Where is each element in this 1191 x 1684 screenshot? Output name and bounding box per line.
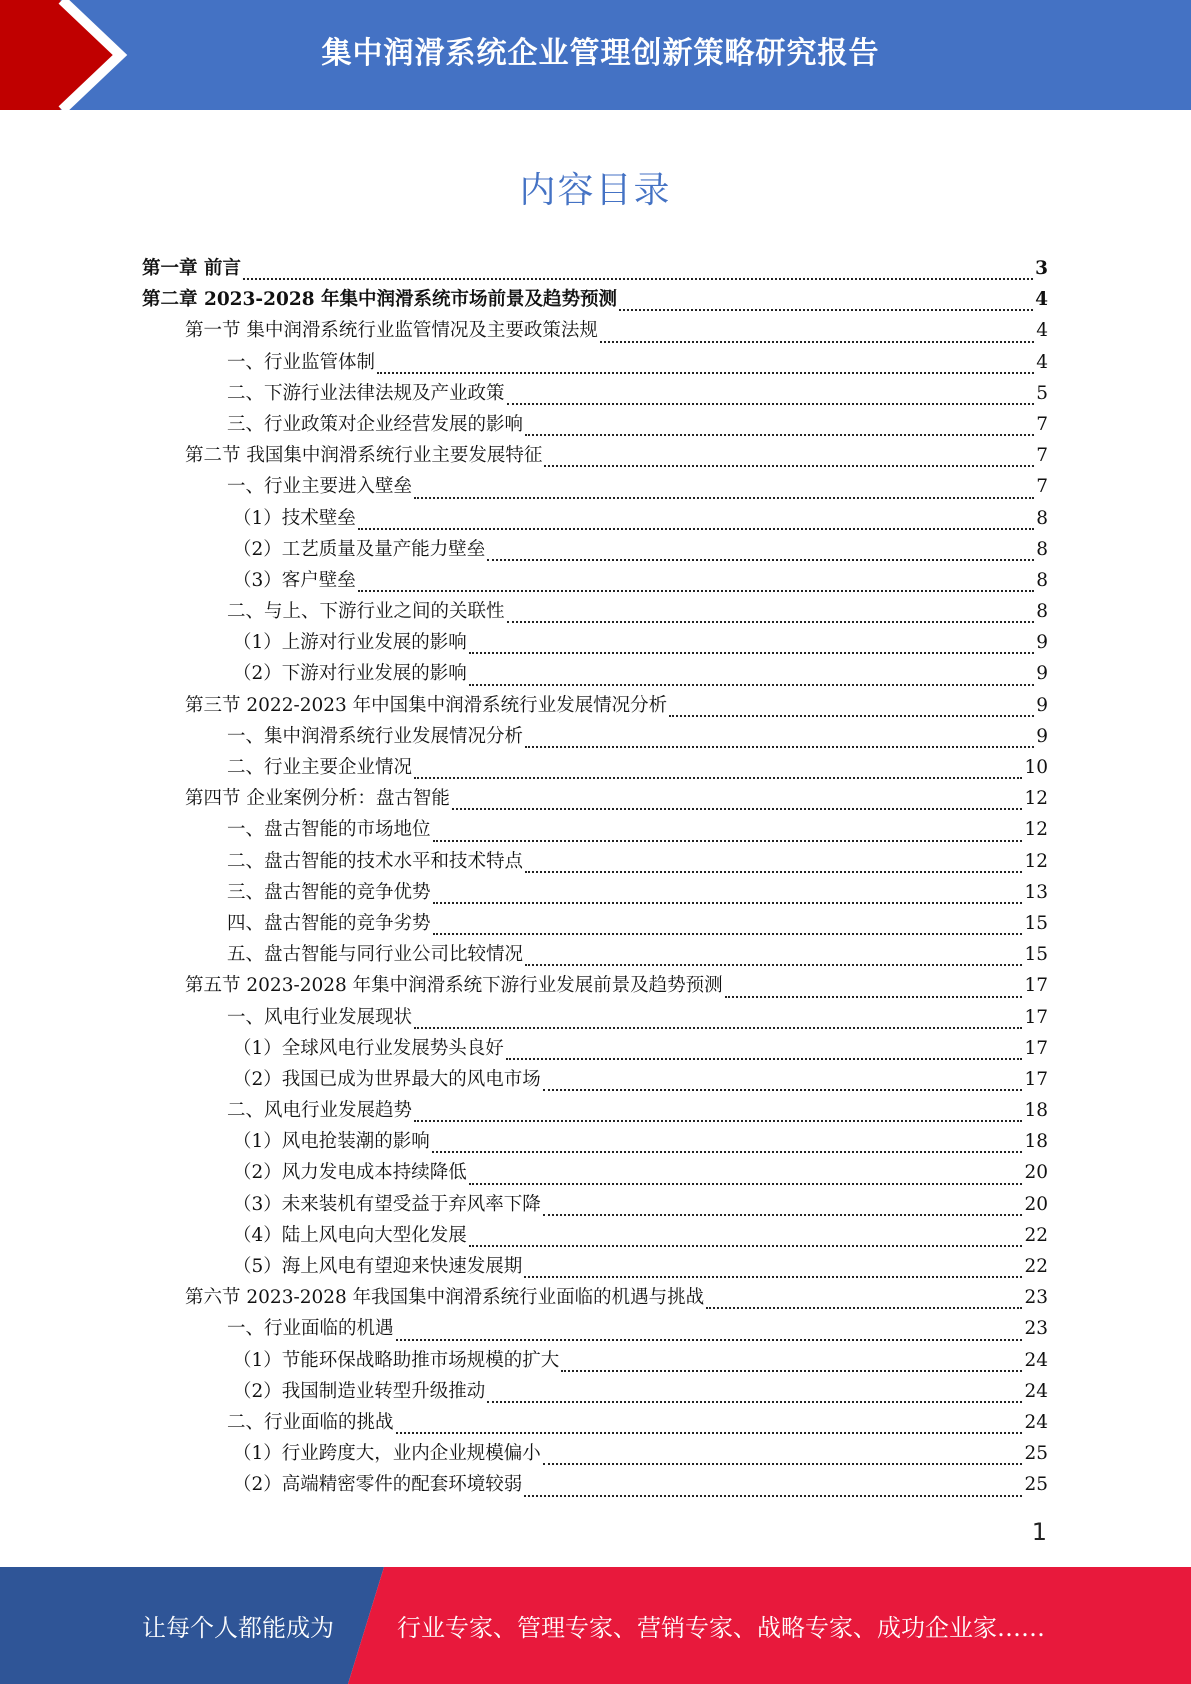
toc-entry-page: 18 — [1024, 1100, 1048, 1122]
toc-entry-label: 三、盘古智能的竞争优势 — [227, 881, 431, 903]
toc-entry-label: 四、盘古智能的竞争劣势 — [227, 912, 431, 934]
toc-entry[interactable] — [142, 472, 1048, 503]
toc-entry-page: 7 — [1036, 445, 1048, 467]
toc-leader-dots — [525, 746, 1034, 748]
toc-entry-label: （3）未来装机有望受益于弃风率下降 — [233, 1193, 541, 1215]
toc-entry[interactable] — [142, 379, 1048, 410]
toc-entry-label: 第一章 前言 — [142, 258, 241, 279]
toc-entry[interactable] — [142, 1283, 1048, 1314]
toc-entry-label: （2）风力发电成本持续降低 — [233, 1162, 467, 1184]
toc-entry-label: （1）技术壁垒 — [233, 507, 356, 529]
page-number: 1 — [1031, 1518, 1047, 1546]
toc-entry-page: 23 — [1024, 1318, 1048, 1340]
toc-entry[interactable] — [142, 815, 1048, 846]
toc-entry-page: 20 — [1024, 1193, 1048, 1215]
toc-leader-dots — [433, 933, 1023, 935]
toc-entry[interactable] — [142, 566, 1048, 597]
toc-entry-page: 20 — [1024, 1162, 1048, 1184]
toc-entry-page: 9 — [1036, 725, 1048, 747]
toc-leader-dots — [543, 1089, 1023, 1091]
toc-entry[interactable] — [142, 410, 1048, 441]
toc-entry-label: （2）我国已成为世界最大的风电市场 — [233, 1068, 541, 1090]
toc-entry-page: 24 — [1024, 1380, 1048, 1402]
toc-entry[interactable] — [142, 628, 1048, 659]
toc-entry-page: 9 — [1036, 632, 1048, 654]
toc-entry[interactable] — [142, 316, 1048, 347]
footer-band — [0, 1567, 1191, 1684]
toc-entry-page: 8 — [1036, 507, 1048, 529]
toc-entry-label: （1）风电抢装潮的影响 — [233, 1131, 430, 1153]
toc-entry-label: （2）我国制造业转型升级推动 — [233, 1380, 486, 1402]
toc-leader-dots — [507, 403, 1035, 405]
toc-entry-page: 22 — [1024, 1256, 1048, 1277]
toc-entry[interactable] — [142, 348, 1048, 379]
toc-entry-page: 4 — [1036, 320, 1048, 342]
toc-leader-dots — [600, 341, 1034, 343]
footer-slogan-right: 行业专家、管理专家、营销专家、战略专家、成功企业家…… — [397, 1614, 1045, 1642]
toc-entry-label: 第三节 2022-2023 年中国集中润滑系统行业发展情况分析 — [185, 694, 668, 716]
toc-leader-dots — [544, 465, 1034, 467]
toc-leader-dots — [507, 621, 1035, 623]
toc-entry[interactable] — [142, 847, 1048, 878]
toc-entry-label: 二、下游行业法律法规及产业政策 — [227, 382, 505, 404]
toc-entry-label: 一、盘古智能的市场地位 — [227, 819, 431, 841]
toc-entry-page: 18 — [1024, 1131, 1048, 1153]
toc-entry-page: 5 — [1036, 382, 1048, 404]
toc-entry[interactable] — [142, 784, 1048, 815]
toc-entry-page: 9 — [1036, 694, 1048, 716]
toc-entry-page: 8 — [1036, 538, 1048, 560]
toc-entry[interactable] — [142, 1470, 1048, 1501]
toc-entry-page: 4 — [1035, 289, 1048, 311]
toc-entry-page: 17 — [1024, 1068, 1048, 1090]
toc-entry-label: 二、行业主要企业情况 — [227, 757, 413, 778]
toc-entry-label: 二、盘古智能的技术水平和技术特点 — [227, 850, 524, 872]
toc-entry-page: 17 — [1024, 1006, 1048, 1028]
toc-entry[interactable] — [142, 878, 1048, 909]
toc-entry-page: 4 — [1036, 351, 1048, 373]
toc-leader-dots — [469, 1183, 1023, 1185]
toc-entry-label: （2）高端精密零件的配套环境较弱 — [233, 1474, 523, 1496]
toc-entry-page: 13 — [1024, 881, 1048, 903]
toc-entry[interactable] — [142, 1408, 1048, 1439]
toc-entry[interactable] — [142, 1003, 1048, 1034]
toc-leader-dots — [414, 1120, 1022, 1122]
toc-entry-label: 一、行业面临的机遇 — [227, 1318, 394, 1340]
toc-entry[interactable] — [142, 535, 1048, 566]
toc-entry-label: 一、集中润滑系统行业发展情况分析 — [227, 725, 524, 747]
toc-entry[interactable] — [142, 753, 1048, 784]
toc-entry[interactable] — [142, 659, 1048, 690]
toc-entry[interactable] — [142, 909, 1048, 940]
toc-leader-dots — [543, 1214, 1023, 1216]
toc-entry[interactable] — [142, 1346, 1048, 1377]
toc-entry-label: 三、行业政策对企业经营发展的影响 — [227, 413, 524, 435]
toc-entry-label: 五、盘古智能与同行业公司比较情况 — [227, 944, 524, 966]
toc-entry-page: 25 — [1024, 1474, 1048, 1496]
toc-entry-page: 8 — [1036, 569, 1048, 591]
toc-entry-label: 二、风电行业发展趋势 — [227, 1100, 413, 1122]
toc-entry-page: 12 — [1024, 850, 1048, 872]
toc-entry-page: 10 — [1024, 757, 1048, 778]
toc-leader-dots — [487, 559, 1034, 561]
table-of-contents — [142, 254, 1048, 1502]
toc-leader-dots — [469, 684, 1034, 686]
toc-entry-label: 二、与上、下游行业之间的关联性 — [227, 601, 505, 623]
toc-leader-dots — [433, 902, 1023, 904]
toc-entry-page: 8 — [1036, 601, 1048, 623]
toc-entry[interactable] — [142, 1221, 1048, 1252]
toc-entry-label: 一、风电行业发展现状 — [227, 1006, 413, 1028]
toc-leader-dots — [524, 1276, 1022, 1278]
toc-entry[interactable] — [142, 441, 1048, 472]
toc-entry[interactable] — [142, 1439, 1048, 1470]
toc-leader-dots — [358, 528, 1034, 530]
toc-entry[interactable] — [142, 1034, 1048, 1065]
toc-entry-page: 24 — [1024, 1349, 1048, 1371]
toc-entry-page: 15 — [1024, 912, 1048, 934]
toc-leader-dots — [396, 1432, 1023, 1434]
toc-entry-page: 15 — [1024, 944, 1048, 966]
toc-entry-page: 24 — [1024, 1411, 1048, 1433]
toc-entry[interactable] — [142, 1377, 1048, 1408]
toc-leader-dots — [358, 590, 1034, 592]
toc-leader-dots — [706, 1307, 1022, 1309]
toc-leader-dots — [469, 652, 1034, 654]
toc-entry-page: 17 — [1024, 975, 1048, 997]
footer-slogan-left: 让每个人都能成为 — [142, 1614, 334, 1642]
toc-entry-label: （2）工艺质量及量产能力壁垒 — [233, 538, 486, 560]
toc-entry-label: 第二节 我国集中润滑系统行业主要发展特征 — [185, 445, 543, 467]
toc-entry-label: 第五节 2023-2028 年集中润滑系统下游行业发展前景及趋势预测 — [185, 975, 723, 997]
toc-entry-page: 23 — [1024, 1287, 1048, 1309]
toc-entry[interactable] — [142, 254, 1048, 285]
toc-entry[interactable] — [142, 1190, 1048, 1221]
toc-entry-page: 12 — [1024, 819, 1048, 841]
toc-leader-dots — [433, 840, 1023, 842]
toc-leader-dots — [414, 777, 1022, 779]
toc-leader-dots — [561, 1370, 1022, 1372]
toc-entry[interactable] — [142, 940, 1048, 971]
toc-leader-dots — [396, 1339, 1023, 1341]
toc-entry-label: （4）陆上风电向大型化发展 — [233, 1224, 467, 1246]
toc-entry-label: 一、行业主要进入壁垒 — [227, 476, 413, 498]
toc-entry[interactable] — [142, 504, 1048, 535]
toc-entry-page: 9 — [1036, 663, 1048, 685]
toc-entry[interactable] — [142, 1065, 1048, 1096]
toc-leader-dots — [543, 1463, 1023, 1465]
toc-entry[interactable] — [142, 1127, 1048, 1158]
toc-entry-label: 一、行业监管体制 — [227, 351, 376, 373]
toc-entry[interactable] — [142, 1252, 1048, 1283]
toc-entry[interactable] — [142, 971, 1048, 1002]
toc-entry-label: 第一节 集中润滑系统行业监管情况及主要政策法规 — [185, 320, 598, 342]
toc-entry-label: 第四节 企业案例分析：盘古智能 — [185, 788, 450, 810]
toc-entry-label: （1）节能环保战略助推市场规模的扩大 — [233, 1349, 560, 1371]
toc-entry-label: （2）下游对行业发展的影响 — [233, 663, 467, 685]
toc-entry-label: 第二章 2023-2028 年集中润滑系统市场前景及趋势预测 — [142, 289, 618, 311]
toc-entry[interactable] — [142, 722, 1048, 753]
toc-entry-page: 7 — [1036, 413, 1048, 435]
toc-leader-dots — [506, 1058, 1023, 1060]
toc-entry[interactable] — [142, 1096, 1048, 1127]
toc-entry[interactable] — [142, 1314, 1048, 1345]
toc-leader-dots — [432, 1151, 1023, 1153]
report-title: 集中润滑系统企业管理创新策略研究报告 — [321, 36, 880, 71]
toc-entry-page: 12 — [1024, 788, 1048, 810]
toc-entry-label: （1）上游对行业发展的影响 — [233, 632, 467, 654]
toc-leader-dots — [487, 1401, 1022, 1403]
toc-leader-dots — [414, 1027, 1022, 1029]
toc-entry-label: 第六节 2023-2028 年我国集中润滑系统行业面临的机遇与挑战 — [185, 1287, 705, 1309]
toc-title: 内容目录 — [519, 170, 672, 211]
toc-entry-page: 7 — [1036, 476, 1048, 498]
toc-entry-page: 17 — [1024, 1037, 1048, 1059]
toc-entry[interactable] — [142, 597, 1048, 628]
toc-leader-dots — [669, 715, 1034, 717]
toc-entry-page: 22 — [1024, 1224, 1048, 1246]
toc-leader-dots — [452, 808, 1023, 810]
toc-leader-dots — [524, 1495, 1022, 1497]
toc-entry-label: （1）全球风电行业发展势头良好 — [233, 1037, 504, 1059]
toc-entry-page: 3 — [1035, 258, 1048, 279]
toc-leader-dots — [414, 497, 1034, 499]
header-band — [0, 0, 1191, 110]
toc-leader-dots — [243, 278, 1033, 280]
toc-entry-label: （3）客户壁垒 — [233, 569, 356, 591]
toc-entry-page: 25 — [1024, 1443, 1048, 1465]
toc-leader-dots — [725, 996, 1023, 998]
toc-leader-dots — [525, 434, 1034, 436]
toc-leader-dots — [377, 372, 1034, 374]
toc-entry[interactable] — [142, 1158, 1048, 1189]
toc-leader-dots — [469, 1245, 1023, 1247]
toc-entry-label: 二、行业面临的挑战 — [227, 1411, 394, 1433]
toc-leader-dots — [619, 309, 1033, 311]
toc-leader-dots — [525, 871, 1022, 873]
toc-entry[interactable] — [142, 691, 1048, 722]
toc-leader-dots — [525, 964, 1022, 966]
toc-entry-label: （1）行业跨度大，业内企业规模偏小 — [233, 1443, 541, 1465]
toc-entry[interactable] — [142, 285, 1048, 316]
toc-entry-label: （5）海上风电有望迎来快速发展期 — [233, 1256, 523, 1277]
